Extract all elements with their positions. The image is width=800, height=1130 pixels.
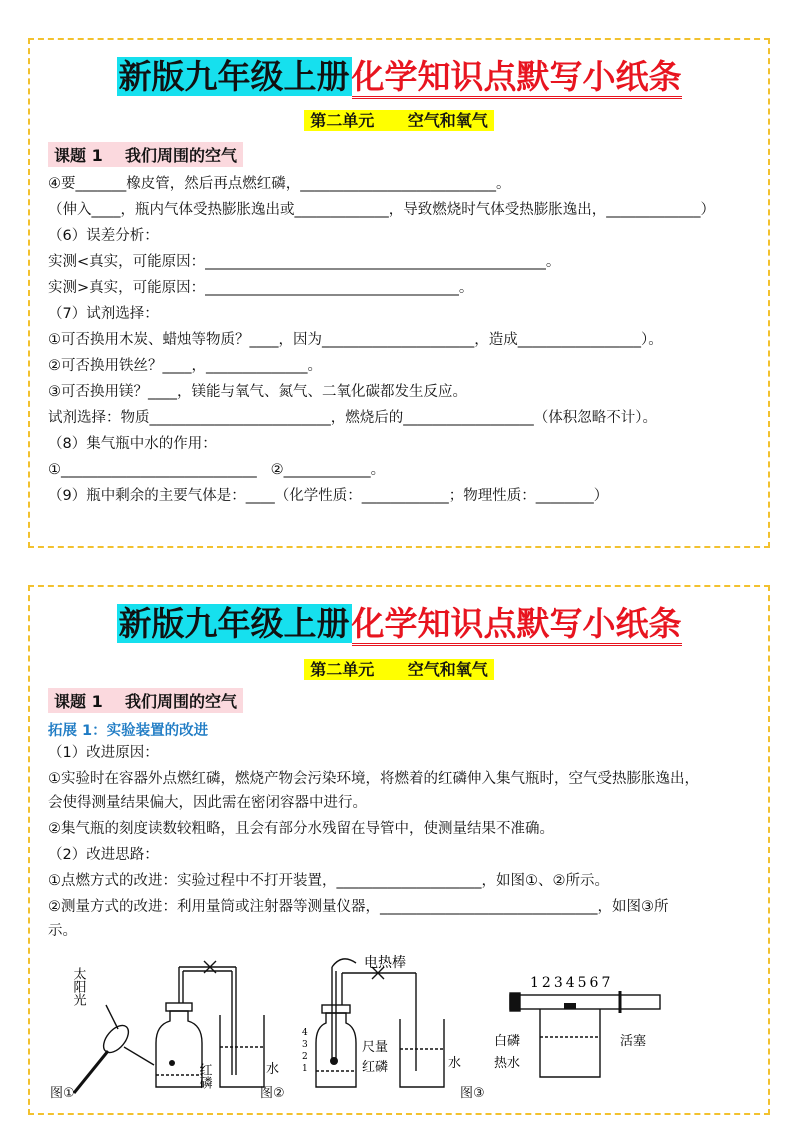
text-line: （8）集气瓶中水的作用： (48, 436, 217, 452)
text-line: ②测量方式的改进：利用量筒或注射器等测量仪器，______________________________，如图③所 (48, 899, 669, 915)
label-heating-rod: 电热棒 (364, 955, 406, 971)
text-line: ①可否换用木炭、蜡烛等物质？____，因为_____________________，造成_________________）。 (48, 332, 663, 348)
title-part-b: 化学知识点默写小纸条 (352, 57, 682, 99)
scale-mark: 3 (302, 1040, 308, 1050)
note-card-1 (28, 38, 770, 548)
figure-caption: 图① (50, 1086, 75, 1101)
note-card-2 (28, 585, 770, 1115)
text-line: 示。 (48, 923, 77, 939)
unit-heading (30, 108, 768, 131)
title-part-a: 新版九年级上册 (118, 57, 350, 96)
text-line: ③可否换用镁？____，镁能与氧气、氮气、二氧化碳都发生反应。 (48, 384, 467, 400)
text-line: ②可否换用铁丝？____，______________。 (48, 358, 322, 374)
title-part-a: 新版九年级上册 (118, 604, 350, 643)
scale-mark: 2 (302, 1052, 308, 1062)
text-line: 会使得测量结果偏大，因此需在密闭容器中进行。 (48, 795, 367, 811)
label-red-phosphorus: 红磷 (196, 1063, 212, 1089)
label-red-phosphorus: 红磷 (362, 1060, 389, 1075)
text-line: （7）试剂选择： (48, 306, 159, 322)
figure-caption: 图③ (460, 1086, 485, 1101)
unit-label: 第二单元 空气和氧气 (304, 110, 493, 131)
card-title (30, 52, 768, 102)
text-line: ①实验时在容器外点燃红磷，燃烧产物会污染环境，将燃着的红磷伸入集气瓶时，空气受热膨胀逸出， (48, 771, 699, 787)
text-line: ①点燃方式的改进：实验过程中不打开装置，____________________，如图①、②所示。 (48, 873, 609, 889)
text-line: ②集气瓶的刻度读数较粗略，且会有部分水残留在导管中，使测量结果不准确。 (48, 821, 554, 837)
text-line: （6）误差分析： (48, 228, 159, 244)
unit-label: 第二单元 空气和氧气 (304, 659, 493, 680)
label-meter: 尺量 (362, 1040, 389, 1055)
title-part-b: 化学知识点默写小纸条 (352, 604, 682, 646)
text-line: （伸入____，瓶内气体受热膨胀逸出或_____________，导致燃烧时气体受热膨胀逸出，_____________） (48, 202, 715, 218)
label-white-phosphorus: 白磷 (494, 1034, 521, 1049)
figure-1-sunlight-apparatus (44, 947, 284, 1107)
scale-mark: 4 (302, 1028, 308, 1038)
text-line: ④要_______橡皮管，然后再点燃红磷，___________________________。 (48, 176, 511, 192)
extension-heading: 拓展 1：实验装置的改进 (48, 723, 209, 739)
text-line: （1）改进原因： (48, 745, 159, 761)
unit-heading (30, 657, 768, 680)
label-water: 水 (266, 1062, 280, 1077)
label-piston: 活塞 (620, 1034, 647, 1049)
text-line: 实测<真实，可能原因：_______________________________________________。 (48, 254, 561, 270)
card-title (30, 599, 768, 649)
label-water: 水 (448, 1056, 462, 1071)
label-sun: 太阳光 (70, 967, 86, 1006)
lesson-heading: 课题 1 我们周围的空气 (48, 142, 243, 167)
text-line: （2）改进思路： (48, 847, 159, 863)
label-hot-water: 热水 (494, 1056, 521, 1071)
text-line: ①___________________________ ②____________。 (48, 462, 386, 478)
scale-numbers: 1234567 (530, 975, 614, 991)
figure-3-piston-apparatus (480, 947, 680, 1107)
text-line: 试剂选择：物质_________________________，燃烧后的__________________（体积忽略不计）。 (48, 410, 657, 426)
text-line: 实测>真实，可能原因：___________________________________。 (48, 280, 474, 296)
figure-caption: 图② (260, 1086, 285, 1101)
lesson-heading: 课题 1 我们周围的空气 (48, 688, 243, 713)
text-line: （9）瓶中剩余的主要气体是：____（化学性质：____________；物理性质：________） (48, 488, 609, 504)
scale-mark: 1 (302, 1064, 308, 1074)
